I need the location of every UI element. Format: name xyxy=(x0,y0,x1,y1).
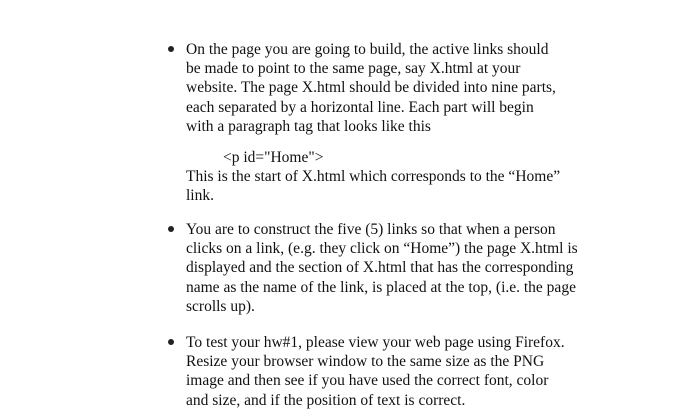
code-example: <p id="Home"> xyxy=(223,149,324,167)
bullet-text xyxy=(186,220,606,316)
text-line: link. xyxy=(186,187,214,205)
bullet-marker xyxy=(168,46,174,52)
text-line: This is the start of X.html which corresponds to the “Home” xyxy=(186,168,561,186)
text-line: You are to construct the five (5) links so that when a person xyxy=(186,221,556,238)
bullet-text xyxy=(186,333,606,410)
text-line: To test your hw#1, please view your web page using Firefox. xyxy=(186,334,565,351)
text-line: each separated by a horizontal line. Each part will begin xyxy=(186,98,534,116)
text-line: Resize your browser window to the same size as the PNG xyxy=(186,353,545,371)
text-line: name as the name of the link, is placed at the top, (i.e. the page xyxy=(186,278,576,296)
text-line: and size, and if the position of text is correct. xyxy=(186,391,466,409)
text-line: with a paragraph tag that looks like this xyxy=(186,117,431,135)
text-line: be made to point to the same page, say X.html at your xyxy=(186,60,521,78)
text-line: image and then see if you have used the correct font, color xyxy=(186,372,549,390)
text-line: clicks on a link, (e.g. they click on “Home”) the page X.html is xyxy=(186,240,578,258)
bullet-marker xyxy=(168,226,174,232)
text-line: displayed and the section of X.html that has the corresponding xyxy=(186,259,574,277)
text-line: website. The page X.html should be divided into nine parts, xyxy=(186,79,556,97)
bullet-text xyxy=(186,40,606,206)
bullet-marker xyxy=(168,339,174,345)
text-line: scrolls up). xyxy=(186,297,255,315)
text-line: On the page you are going to build, the active links should xyxy=(186,41,549,58)
